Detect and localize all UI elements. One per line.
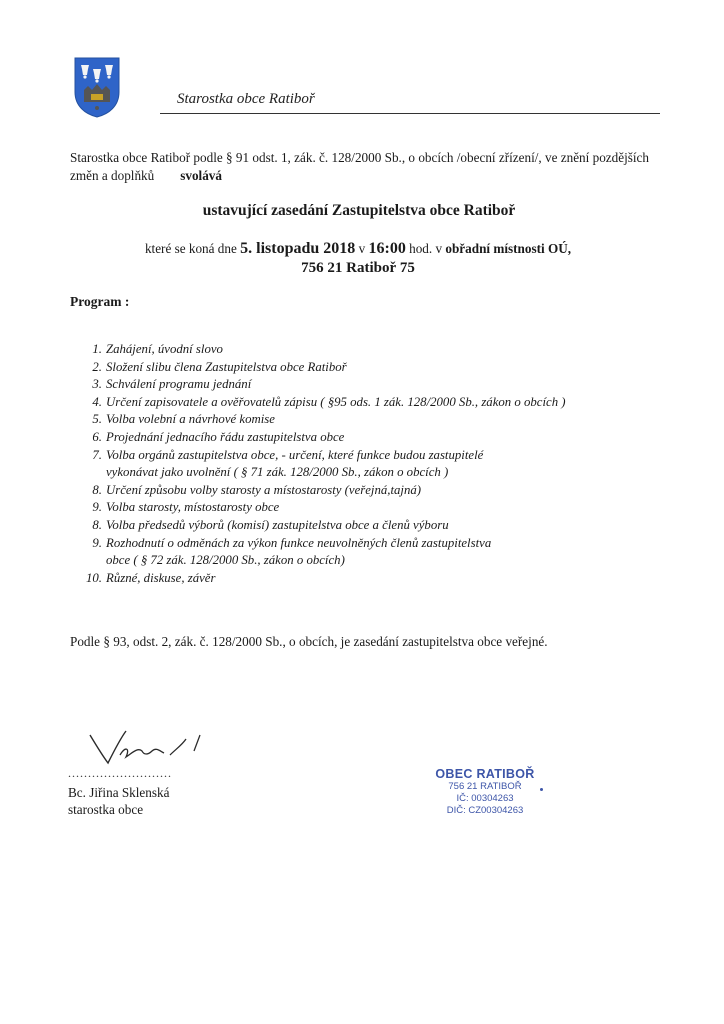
program-item: 2. Složení slibu člena Zastupitelstva obce Ratiboř (92, 359, 347, 374)
program-item: 4. Určení zapisovatele a ověřovatelů zápisu ( §95 ods. 1 zák. 128/2000 Sb., zákon o obcích ) (92, 394, 566, 409)
stamp-dot (540, 788, 543, 791)
signer-role: starostka obce (68, 802, 144, 817)
stamp-ic: IČ: 00304263 (456, 793, 514, 804)
program-item: 8. Určení způsobu volby starosty a místostarosty (veřejná,tajná) (92, 482, 422, 497)
intro-text: Starostka obce Ratiboř podle § 91 odst. 1, zák. č. 128/2000 Sb., o obcích /obecní zřízení/, ve znění pozdějších změn a doplňků (70, 150, 650, 183)
program-item: 8. Volba předsedů výborů (komisí) zastupitelstva obce a členů výboru (92, 517, 449, 532)
meeting-place: obřadní místnosti OÚ, (445, 241, 572, 256)
program-list (80, 341, 680, 587)
header-title: Starostka obce Ratiboř (177, 91, 315, 107)
meeting-date-line (0, 240, 720, 258)
header-divider (160, 113, 660, 114)
meeting-title: ustavující zasedání Zastupitelstva obce Ratiboř (202, 202, 516, 219)
signature-line: .......................... (68, 766, 172, 780)
program-item: 1. Zahájení, úvodní slovo (92, 342, 223, 356)
program-label: Program : (70, 294, 130, 309)
intro-paragraph (70, 149, 662, 185)
meeting-time: 16:00 (368, 240, 406, 257)
stamp-address: 756 21 RATIBOŘ (448, 781, 522, 792)
program-item: 7. Volba orgánů zastupitelstva obce, - určení, které funkce budou zastupitelé vykonávat jako uvolnění ( § 71 zák. 128/2000 Sb., zákon o obcích ) (92, 447, 484, 480)
signature-image (86, 725, 216, 771)
meeting-v: v (358, 241, 366, 256)
closing-statement: Podle § 93, odst. 2, zák. č. 128/2000 Sb., o obcích, je zasedání zastupitelstva obce veřejné. (70, 634, 548, 649)
program-item: 9. Volba starosty, místostarosty obce (92, 500, 280, 515)
signer-name: Bc. Jiřina Sklenská (68, 785, 170, 800)
meeting-address: 756 21 Ratiboř 75 (301, 260, 415, 276)
stamp-title: OBEC RATIBOŘ (435, 767, 535, 781)
coat-of-arms-icon (73, 56, 121, 118)
stamp-dic: DIČ: CZ00304263 (446, 805, 524, 816)
official-stamp (420, 767, 550, 817)
program-item: 9. Rozhodnutí o odměnách za výkon funkce neuvolněných členů zastupitelstva obce ( § 72 zák. 128/2000 Sb., zákon o obcích) (92, 535, 492, 568)
meeting-date: 5. listopadu 2018 (240, 240, 356, 257)
program-item: 3. Schválení programu jednání (92, 377, 252, 392)
meeting-prefix: které se koná dne (144, 241, 237, 256)
program-item: 5. Volba volební a návrhové komise (92, 412, 275, 427)
program-item: 6. Projednání jednacího řádu zastupitelstva obce (92, 429, 345, 444)
intro-action: svolává (180, 168, 222, 183)
program-item: 10. Různé, diskuse, závěr (86, 570, 216, 585)
meeting-hod: hod. v (409, 241, 443, 256)
